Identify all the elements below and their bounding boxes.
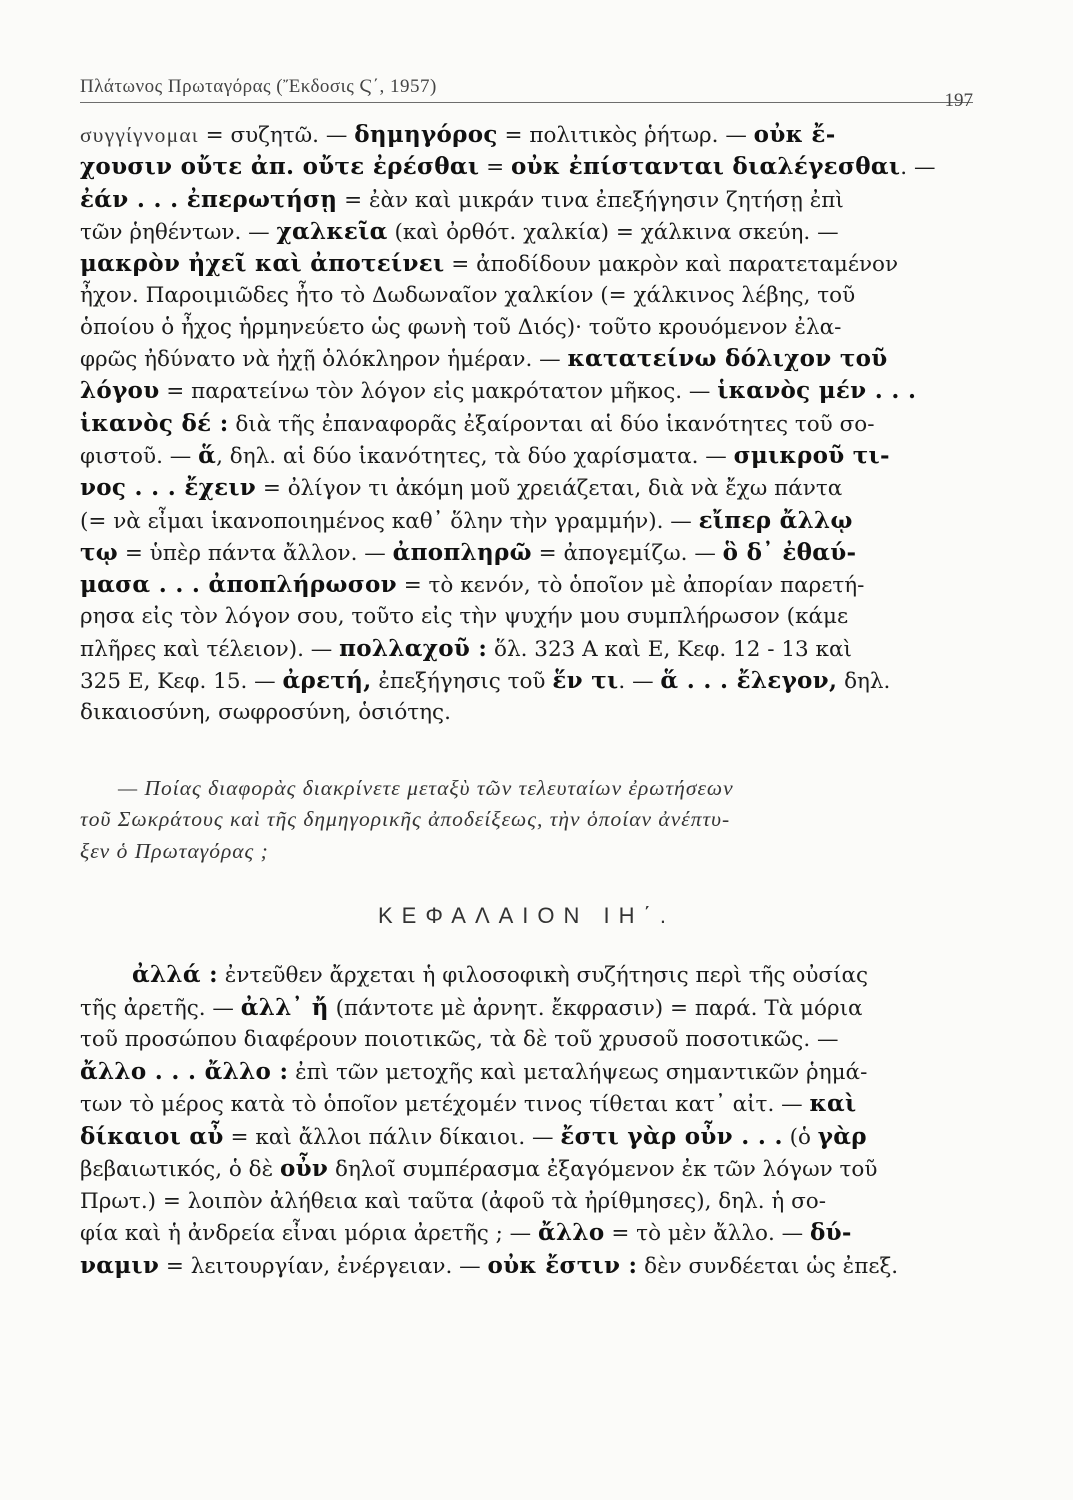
gloss-text: πλῆρες καὶ τέλειον). — bbox=[80, 636, 340, 662]
gloss-text: = πολιτικὸς ῥήτωρ. — bbox=[497, 123, 754, 148]
lemma: δύ- bbox=[810, 1219, 852, 1247]
gloss-text: τῆς ἀρετῆς. — bbox=[80, 995, 241, 1021]
lemma: δημηγόρος bbox=[354, 121, 498, 148]
gloss-text: = καὶ ἄλλοι πάλιν δίκαιοι. — bbox=[223, 1124, 561, 1150]
question-line: — Ποίας διαφορὰς διακρίνετε μεταξὺ τῶν τελευταίων ἐρωτήσεων bbox=[118, 775, 734, 800]
lemma: οὖν bbox=[280, 1155, 329, 1183]
gloss-text: = ἐὰν καὶ μικράν τινα ἐπεξήγησιν ζητήσῃ ἐπὶ bbox=[337, 187, 844, 213]
lemma: οὐκ ἔστιν : bbox=[487, 1251, 638, 1279]
gloss-text: , δηλ. αἱ δύο ἱκανότητες, τὰ δύο χαρίσματα. — bbox=[216, 443, 734, 469]
lemma: ἱκανὸς μέν . . . bbox=[717, 377, 917, 405]
text-line bbox=[80, 375, 973, 407]
gloss-text: . — bbox=[900, 155, 936, 181]
gloss-text: δηλ. bbox=[837, 669, 891, 695]
gloss-text: . — bbox=[618, 669, 661, 695]
lemma: οὐκ ἔ- bbox=[753, 121, 836, 148]
text-line bbox=[80, 1024, 973, 1056]
gloss-text: των τὸ μέρος κατὰ τὸ ὁποῖον μετέχομέν τινος τίθεται κατ᾽ αἰτ. — bbox=[80, 1092, 810, 1118]
lemma: χαλκεῖα bbox=[276, 217, 388, 245]
gloss-text: συγγίγνομαι bbox=[80, 123, 199, 147]
lemma: ὃ δ᾽ ἐθαύ- bbox=[722, 538, 857, 566]
lemma: ἀλλ᾽ ἤ bbox=[240, 993, 329, 1021]
text-line bbox=[80, 505, 973, 537]
commentary-notes bbox=[80, 119, 973, 729]
text-line bbox=[80, 1250, 973, 1283]
gloss-text: (= νὰ εἶμαι ἱκανοποιημένος καθ᾽ ὅλην τὴν γραμμήν). — bbox=[80, 508, 699, 534]
gloss-text: = λειτουργίαν, ἐνέργειαν. — bbox=[159, 1253, 488, 1279]
gloss-text: διὰ τῆς ἐπαναφορᾶς ἐξαίρονται αἱ δύο ἱκανότητες τοῦ σο- bbox=[228, 411, 875, 437]
gloss-text: = ἀποδίδουν μακρὸν καὶ παρατεταμένον bbox=[444, 252, 899, 278]
lemma: ἐάν . . . ἐπερωτήσῃ bbox=[80, 185, 338, 213]
lemma: κατατείνω δόλιχον τοῦ bbox=[567, 345, 888, 373]
text-line bbox=[80, 697, 973, 728]
page-number: 197 bbox=[944, 90, 973, 111]
text-line bbox=[80, 184, 973, 216]
chapter-notes bbox=[80, 959, 973, 1282]
gloss-text: δικαιοσύνη, σωφροσύνη, ὁσιότης. bbox=[80, 700, 451, 726]
gloss-text: = ὀλίγον τι ἀκόμη μοῦ χρειάζεται, διὰ νὰ ἔχω πάντα bbox=[256, 476, 843, 502]
text-line bbox=[80, 343, 973, 375]
running-head-title: Πλάτωνος Πρωταγόρας (Ἔκδοσις Ϛ΄, 1957) bbox=[80, 76, 437, 97]
lemma: νος . . . ἔχειν bbox=[80, 474, 257, 502]
lemma: χουσιν οὔτε ἀπ. οὔτε ἐρέσθαι bbox=[80, 153, 480, 181]
gloss-text: ἐπεξήγησις τοῦ bbox=[371, 669, 553, 695]
gloss-text: = bbox=[479, 155, 512, 181]
gloss-text: τοῦ προσώπου διαφέρουν ποιοτικῶς, τὰ δὲ τοῦ χρυσοῦ ποσοτικῶς. — bbox=[80, 1027, 839, 1053]
lemma: ἅ bbox=[198, 441, 217, 469]
lemma: μασα . . . ἀποπλήρωσον bbox=[80, 571, 397, 599]
lemma: ἄλλο . . . ἄλλο : bbox=[80, 1057, 289, 1085]
text-line bbox=[80, 1186, 973, 1218]
text-line bbox=[80, 280, 973, 311]
lemma: ἅ . . . ἔλεγον, bbox=[660, 667, 838, 695]
text-line bbox=[80, 1217, 973, 1250]
lemma: ἱκανὸς δέ : bbox=[80, 409, 229, 437]
lemma: καὶ bbox=[809, 1090, 857, 1118]
running-head bbox=[80, 62, 973, 111]
gloss-text: = παρατείνω τὸν λόγον εἰς μακρότατον μῆκος. — bbox=[159, 379, 718, 405]
lemma: ἔστι γὰρ οὖν . . . bbox=[560, 1122, 783, 1150]
gloss-text: (ὁ bbox=[782, 1124, 818, 1150]
gloss-text: φία καὶ ἡ ἀνδρεία εἶναι μόρια ἀρετῆς ; — bbox=[80, 1221, 538, 1247]
text-line bbox=[80, 569, 973, 601]
text-line bbox=[80, 248, 973, 280]
lemma: γὰρ bbox=[817, 1122, 867, 1150]
chapter-heading: ΚΕΦΑΛΑΙΟΝ ΙΗ΄. bbox=[378, 903, 675, 929]
text-line bbox=[80, 1121, 973, 1154]
lemma: ἀλλά : bbox=[132, 961, 218, 989]
text-line bbox=[80, 119, 973, 151]
gloss-text: ἦχον. Παροιμιῶδες ἦτο τὸ Δωδωναῖον χαλκίον (= χάλκινος λέβης, τοῦ bbox=[80, 283, 856, 309]
gloss-text: φρῶς ἠδύνατο νὰ ἠχῇ ὁλόκληρον ἡμέραν. — bbox=[80, 347, 568, 373]
gloss-text: ὁποίου ὁ ἦχος ἡρμηνεύετο ὡς φωνὴ τοῦ Διός)· τοῦτο κρουόμενον ἐλα- bbox=[80, 314, 842, 340]
lemma: σμικροῦ τι- bbox=[733, 441, 890, 469]
text-line bbox=[80, 216, 973, 248]
lemma: ἕν τι bbox=[552, 667, 619, 695]
gloss-text: = τὸ κενόν, τὸ ὁποῖον μὲ ἀπορίαν παρετή- bbox=[396, 573, 865, 599]
text-line bbox=[80, 537, 973, 569]
gloss-text: ἐπὶ τῶν μετοχῆς καὶ μεταλήψεως σημαντικῶν ῥημά- bbox=[288, 1059, 868, 1085]
lemma: ἄλλο bbox=[538, 1219, 605, 1247]
lemma: τῳ bbox=[80, 538, 118, 566]
lemma: ναμιν bbox=[80, 1251, 160, 1279]
study-question bbox=[80, 773, 973, 868]
lemma: ἀποπληρῶ bbox=[392, 538, 532, 566]
question-line: τοῦ Σωκράτους καὶ τῆς δημηγορικῆς ἀποδείξεως, τὴν ὁποίαν ἀνέπτυ- bbox=[80, 807, 731, 832]
text-line bbox=[80, 440, 973, 472]
gloss-text: (πάντοτε μὲ ἀρνητ. ἔκφρασιν) = παρά. Τὰ μόρια bbox=[328, 995, 863, 1021]
text-line bbox=[80, 959, 973, 992]
lemma: δίκαιοι αὖ bbox=[80, 1122, 224, 1150]
text-line bbox=[80, 1153, 973, 1186]
gloss-text: βεβαιωτικός, ὁ δὲ bbox=[80, 1157, 280, 1183]
lemma: εἴπερ ἄλλῳ bbox=[698, 506, 853, 534]
gloss-text: = συζητῶ. — bbox=[198, 123, 355, 148]
text-line bbox=[80, 1056, 973, 1089]
text-line bbox=[80, 408, 973, 440]
text-line bbox=[80, 992, 973, 1025]
gloss-text: ὅλ. 323 Α καὶ Ε, Κεφ. 12 - 13 καὶ bbox=[487, 636, 852, 662]
gloss-text: = τὸ μὲν ἄλλο. — bbox=[604, 1221, 810, 1247]
gloss-text: φιστοῦ. — bbox=[80, 443, 199, 469]
lemma: οὐκ ἐπίστανται διαλέγεσθαι bbox=[511, 153, 901, 181]
text-line bbox=[80, 633, 973, 665]
lemma: πολλαχοῦ : bbox=[339, 634, 488, 662]
text-line bbox=[80, 601, 973, 632]
text-line bbox=[80, 665, 973, 697]
gloss-text: 325 Ε, Κεφ. 15. — bbox=[80, 669, 283, 695]
text-line bbox=[80, 472, 973, 504]
gloss-text: δὲν συνδέεται ὡς ἐπεξ. bbox=[637, 1253, 899, 1279]
lemma: ἀρετή, bbox=[282, 667, 372, 695]
question-line: ξεν ὁ Πρωταγόρας ; bbox=[80, 838, 269, 863]
gloss-text: = ὑπὲρ πάντα ἄλλον. — bbox=[117, 540, 393, 566]
text-line bbox=[80, 151, 973, 183]
gloss-text: ἐντεῦθεν ἄρχεται ἡ φιλοσοφικὴ συζήτησις περὶ τῆς οὐσίας bbox=[217, 963, 869, 989]
gloss-text: δηλοῖ συμπέρασμα ἐξαγόμενον ἐκ τῶν λόγων τοῦ bbox=[328, 1157, 878, 1183]
lemma: μακρὸν ἠχεῖ καὶ ἀποτείνει bbox=[80, 250, 445, 278]
text-line bbox=[80, 1088, 973, 1121]
gloss-text: ρησα εἰς τὸν λόγον σου, τοῦτο εἰς τὴν ψυχήν μου συμπλήρωσον (κάμε bbox=[80, 604, 849, 630]
lemma: λόγου bbox=[80, 377, 160, 405]
gloss-text: τῶν ῥηθέντων. — bbox=[80, 219, 277, 245]
text-line bbox=[80, 312, 973, 343]
gloss-text: Πρωτ.) = λοιπὸν ἀλήθεια καὶ ταῦτα (ἀφοῦ τὰ ἠρίθμησες), δηλ. ἡ σο- bbox=[80, 1188, 826, 1214]
gloss-text: = ἀπογεμίζω. — bbox=[531, 540, 723, 566]
gloss-text: (καὶ ὀρθότ. χαλκία) = χάλκινα σκεύη. — bbox=[387, 219, 839, 245]
